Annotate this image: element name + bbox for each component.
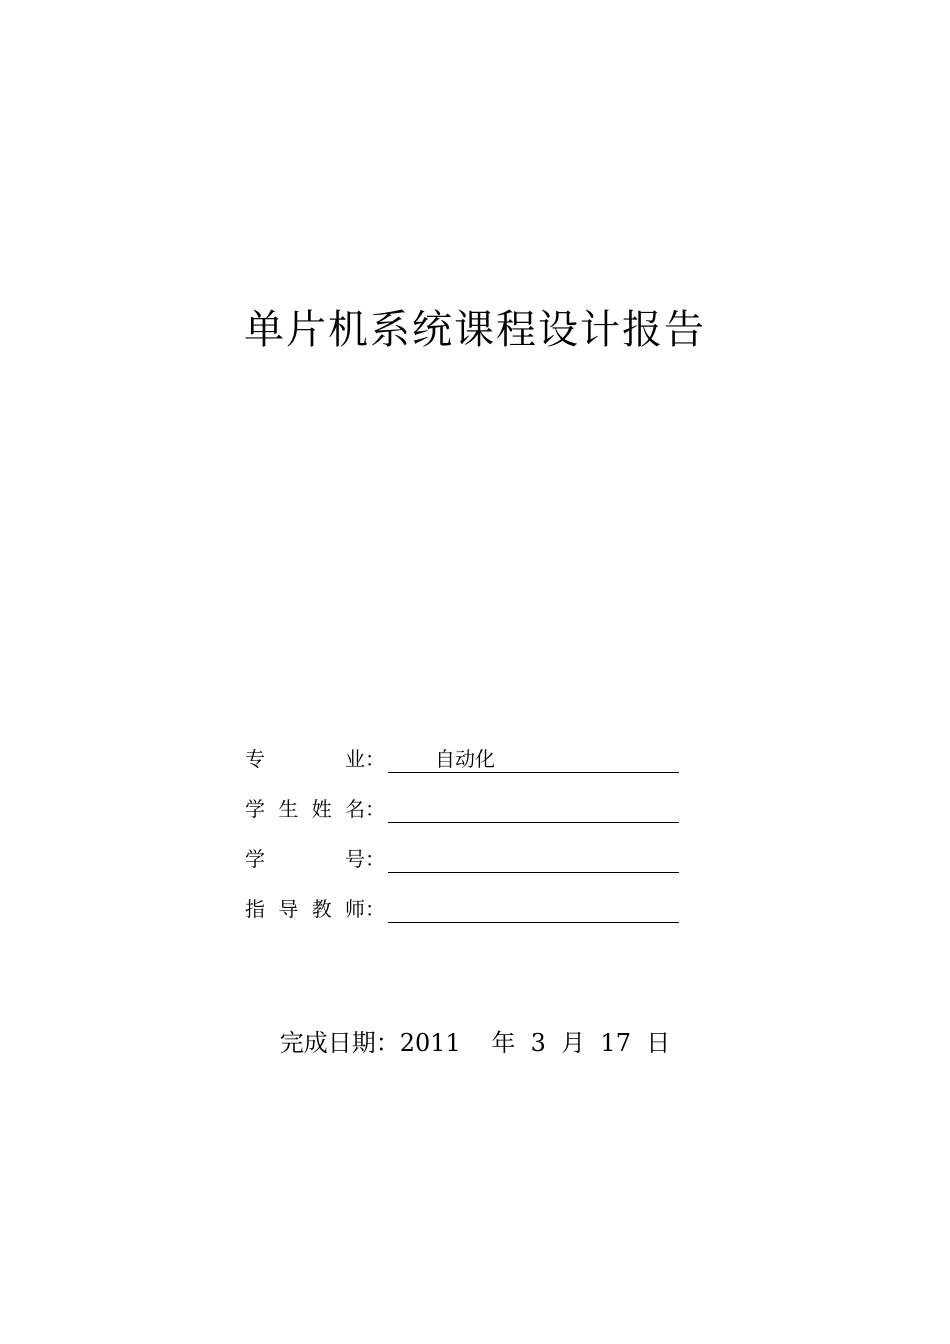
label-char: 名： xyxy=(344,797,385,821)
field-value: 自动化 xyxy=(435,747,495,771)
completion-label: 完成日期： xyxy=(279,1029,400,1057)
field-student-id xyxy=(245,840,685,890)
field-label xyxy=(245,744,385,774)
label-char: 姓 xyxy=(311,797,332,821)
student-info-table xyxy=(245,740,685,940)
field-underline xyxy=(388,894,679,923)
field-underline xyxy=(388,794,679,823)
report-title: 单片机系统课程设计报告 xyxy=(244,307,706,353)
field-student-name xyxy=(245,790,685,840)
label-char: 导 xyxy=(278,897,299,921)
label-char: 师： xyxy=(344,897,385,921)
field-label xyxy=(245,794,385,824)
field-underline xyxy=(388,844,679,873)
label-char: 教 xyxy=(311,897,332,921)
field-label xyxy=(245,844,385,874)
completion-year-unit: 年 xyxy=(491,1029,516,1057)
field-major xyxy=(245,740,685,790)
label-char: 指 xyxy=(245,897,265,921)
completion-month-unit: 月 xyxy=(561,1029,586,1057)
label-char: 专 xyxy=(245,747,265,771)
completion-year: 2011 xyxy=(399,1029,461,1057)
label-char: 生 xyxy=(278,797,299,821)
label-char: 学 xyxy=(245,847,265,871)
field-label xyxy=(245,894,385,924)
field-underline xyxy=(388,744,679,773)
field-advisor xyxy=(245,890,685,940)
completion-month: 3 xyxy=(530,1029,546,1057)
label-char: 业： xyxy=(345,747,385,771)
label-char: 学 xyxy=(245,797,265,821)
completion-date xyxy=(0,1025,950,1061)
label-char: 号： xyxy=(345,847,385,871)
completion-day-unit: 日 xyxy=(646,1029,671,1057)
completion-day: 17 xyxy=(600,1029,631,1057)
